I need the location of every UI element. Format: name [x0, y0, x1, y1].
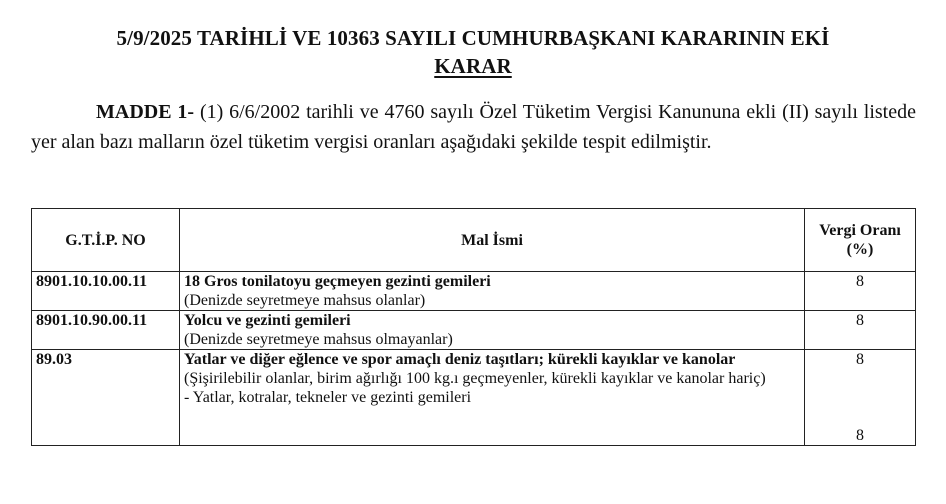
row-name-cell	[180, 350, 805, 446]
row-code: 8901.10.10.00.11	[32, 272, 180, 311]
table-header-row	[32, 209, 916, 272]
title-line-1: 5/9/2025 TARİHLİ VE 10363 SAYILI CUMHURBAŞKANI KARARININ EKİ	[116, 26, 830, 50]
row-rate: 8	[856, 351, 864, 368]
article-label: MADDE 1-	[96, 101, 195, 123]
header-code: G.T.İ.P. NO	[32, 209, 180, 272]
row-subitem-rate: 8	[856, 427, 864, 444]
table-row	[32, 272, 916, 311]
row-code: 8901.10.90.00.11	[32, 311, 180, 350]
row-name-cell	[180, 311, 805, 350]
header-rate-line-2: (%)	[846, 241, 874, 258]
row-name-note: (Denizde seyretmeye mahsus olmayanlar)	[184, 331, 453, 348]
row-name-cell	[180, 272, 805, 311]
table-row	[32, 350, 916, 446]
row-name: 18 Gros tonilatoyu geçmeyen gezinti gemileri	[184, 273, 491, 290]
row-rate: 8	[805, 272, 916, 311]
document-title	[0, 24, 946, 80]
row-name-note: (Denizde seyretmeye mahsus olanlar)	[184, 292, 426, 309]
tax-rate-table	[31, 208, 916, 446]
header-rate	[805, 209, 916, 272]
article-text: (1) 6/6/2002 tarihli ve 4760 sayılı Özel Tüketim Vergisi Kanununa ekli (II) sayılı listede yer alan bazı malların özel tüketim vergisi oranları aşağıdaki şekilde tespit edilmiştir.	[31, 101, 916, 153]
row-rate-cell	[805, 350, 916, 446]
title-line-2: KARAR	[434, 54, 512, 78]
header-rate-line-1: Vergi Oranı	[819, 222, 901, 239]
row-code: 89.03	[32, 350, 180, 446]
header-name: Mal İsmi	[180, 209, 805, 272]
row-name: Yatlar ve diğer eğlence ve spor amaçlı deniz taşıtları; kürekli kayıklar ve kanolar	[184, 351, 736, 368]
row-rate: 8	[805, 311, 916, 350]
article-paragraph	[31, 97, 916, 157]
row-name: Yolcu ve gezinti gemileri	[184, 312, 351, 329]
table-row	[32, 311, 916, 350]
row-subitem: - Yatlar, kotralar, tekneler ve gezinti gemileri	[184, 389, 472, 406]
row-name-note: (Şişirilebilir olanlar, birim ağırlığı 100 kg.ı geçmeyenler, kürekli kayıklar ve kanolar hariç)	[184, 370, 766, 387]
